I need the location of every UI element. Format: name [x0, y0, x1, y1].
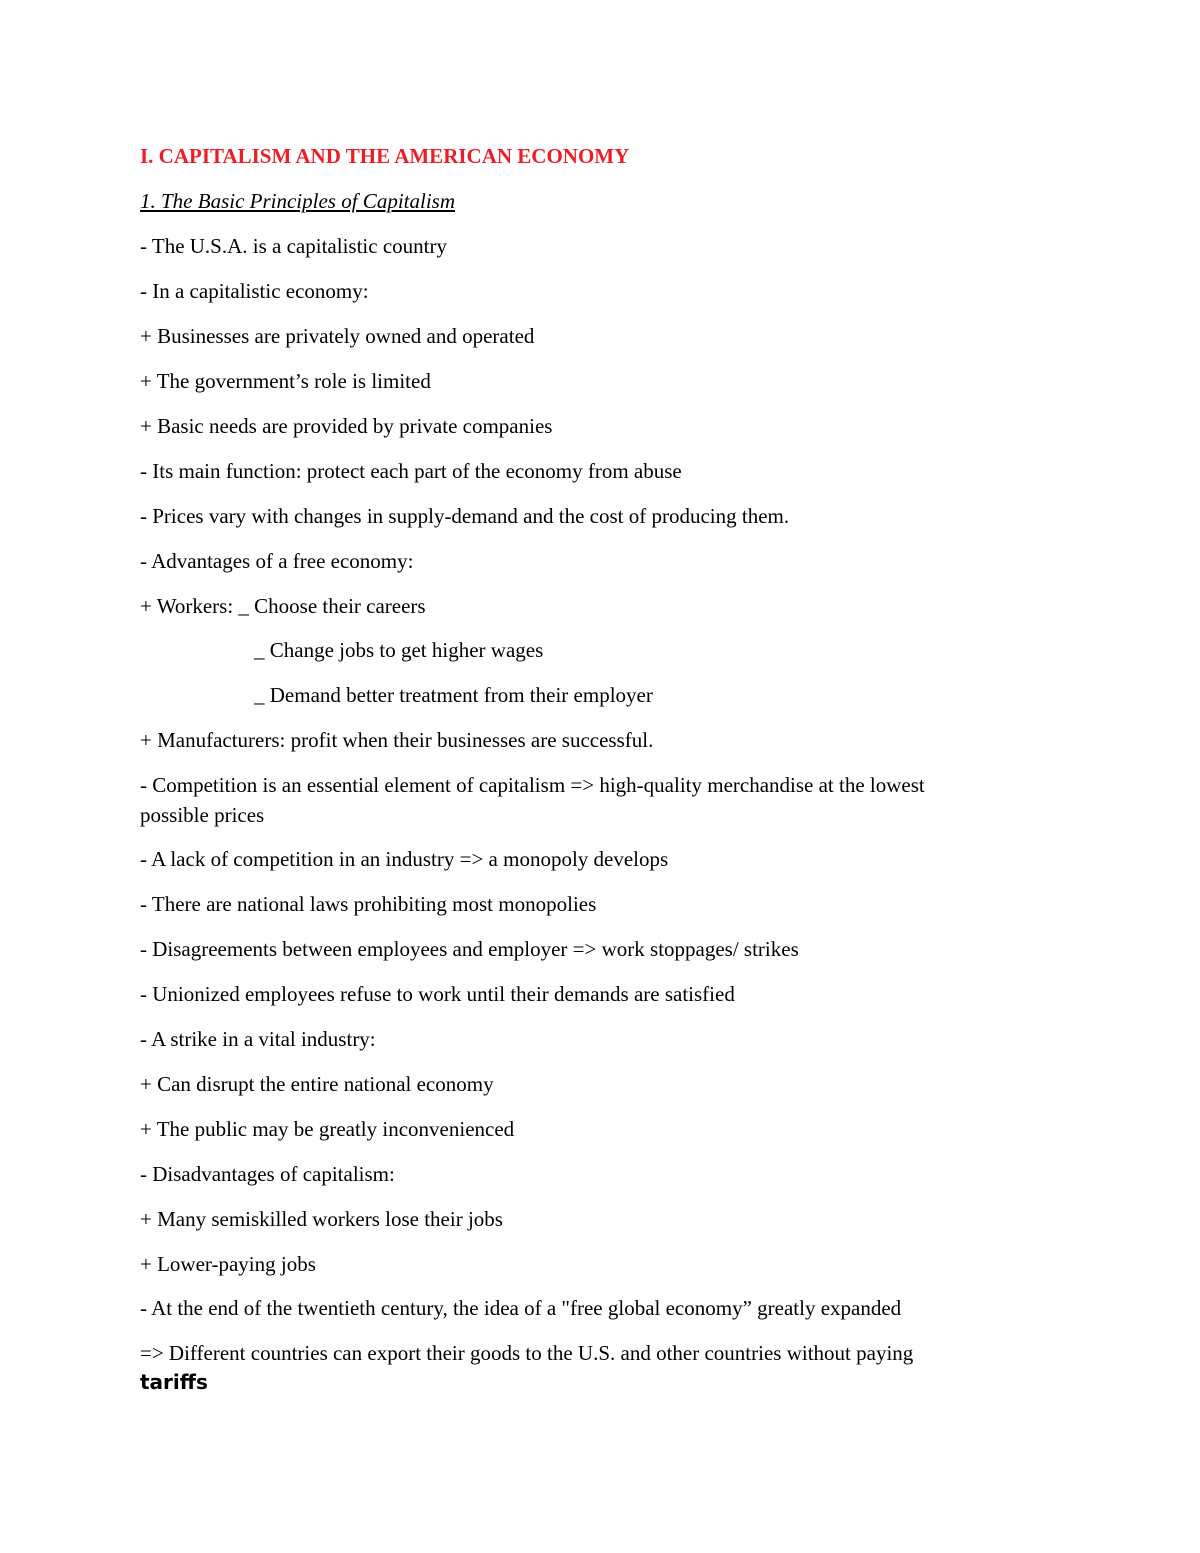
bullet-line: - There are national laws prohibiting most monopolies [140, 892, 597, 916]
bullet-line: + Many semiskilled workers lose their jobs [140, 1207, 503, 1231]
bullet-line: => Different countries can export their goods to the U.S. and other countries without paying [140, 1341, 914, 1365]
bullet-line: - Disagreements between employees and employer => work stoppages/ strikes [140, 937, 799, 961]
sub-bullet-line: _ Demand better treatment from their employer [254, 683, 653, 707]
bullet-line: - Its main function: protect each part of the economy from abuse [140, 459, 682, 483]
bullet-line: - At the end of the twentieth century, the idea of a "free global economy” greatly expanded [140, 1296, 902, 1320]
sub-bullet-line: _ Change jobs to get higher wages [254, 638, 544, 662]
bullet-line: + The government’s role is limited [140, 369, 431, 393]
bullet-line: - Advantages of a free economy: [140, 549, 414, 573]
bullet-line: + Can disrupt the entire national economy [140, 1072, 494, 1096]
bullet-line: + Workers: _ Choose their careers [140, 594, 426, 618]
bullet-line: + The public may be greatly inconvenienced [140, 1117, 515, 1141]
bold-term: tariffs [140, 1370, 208, 1394]
bullet-line-continuation [140, 1367, 208, 1397]
bullet-line: - A lack of competition in an industry => a monopoly develops [140, 847, 669, 871]
bullet-line: + Businesses are privately owned and operated [140, 324, 535, 348]
bullet-line: - A strike in a vital industry: [140, 1027, 376, 1051]
bullet-line: - Disadvantages of capitalism: [140, 1162, 395, 1186]
bullet-line-continuation: possible prices [140, 803, 265, 827]
bullet-line: - Competition is an essential element of capitalism => high-quality merchandise at the lowest [140, 773, 925, 797]
bullet-line: + Basic needs are provided by private companies [140, 414, 553, 438]
bullet-line: - In a capitalistic economy: [140, 279, 369, 303]
bullet-line: + Manufacturers: profit when their businesses are successful. [140, 728, 654, 752]
bullet-line: - Unionized employees refuse to work until their demands are satisfied [140, 982, 735, 1006]
section-heading: I. CAPITALISM AND THE AMERICAN ECONOMY [140, 144, 630, 168]
bullet-line: + Lower-paying jobs [140, 1252, 316, 1276]
bullet-line: - The U.S.A. is a capitalistic country [140, 234, 447, 258]
bullet-line: - Prices vary with changes in supply-demand and the cost of producing them. [140, 504, 790, 528]
section-subheading: 1. The Basic Principles of Capitalism [140, 189, 455, 213]
